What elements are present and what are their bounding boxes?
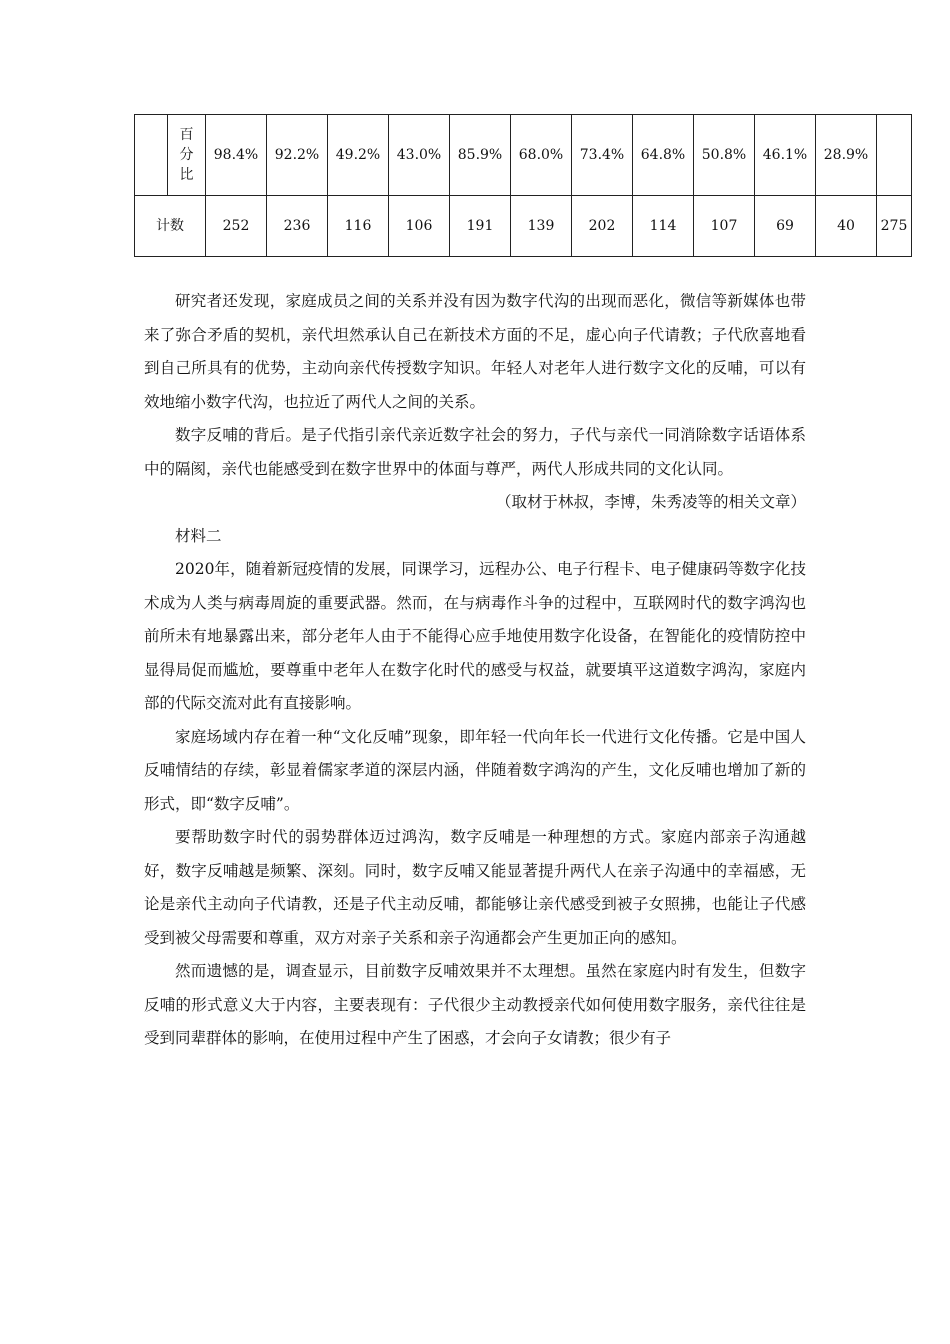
count-label-cell: 计数 [135, 196, 206, 257]
paragraph: 要帮助数字时代的弱势群体迈过鸿沟，数字反哺是一种理想的方式。家庭内部亲子沟通越好，数字反哺越是频繁、深刻。同时，数字反哺又能显著提升两代人在亲子沟通中的幸福感，无论是亲代主动向子代请教，还是子代主动反哺，都能够让亲代感受到被子女照拂，也能让子代感受到被父母需要和尊重，双方对亲子关系和亲子沟通都会产生更加正向的感知。 [144, 828, 806, 947]
percent-label-cell: 百分比 [168, 115, 206, 196]
paragraph: 研究者还发现，家庭成员之间的关系并没有因为数字代沟的出现而恶化，微信等新媒体也带来了弥合矛盾的契机，亲代坦然承认自己在新技术方面的不足，虚心向子代请教；子代欣喜地看到自己所具有的优势，主动向亲代传授数字知识。年轻人对老年人进行数字文化的反哺，可以有效地缩小数字代沟，也拉近了两代人之间的关系。 [144, 292, 806, 411]
percent-row [135, 115, 912, 196]
count-cell: 114 [633, 196, 694, 257]
percent-cell: 43.0% [389, 115, 450, 196]
paragraph: 数字反哺的背后。是子代指引亲代亲近数字社会的努力，子代与亲代一同消除数字话语体系中的隔阂，亲代也能感受到在数字世界中的体面与尊严，两代人形成共同的文化认同。 [144, 426, 806, 478]
blank-cell [135, 115, 168, 196]
count-cell: 139 [511, 196, 572, 257]
percent-cell: 64.8% [633, 115, 694, 196]
count-cell: 40 [816, 196, 877, 257]
count-cell: 236 [267, 196, 328, 257]
percent-cell: 49.2% [328, 115, 389, 196]
percent-cell [877, 115, 912, 196]
count-cell: 116 [328, 196, 389, 257]
source-citation: （取材于林叔，李博，朱秀凌等的相关文章） [495, 493, 806, 511]
percent-cell: 46.1% [755, 115, 816, 196]
percent-cell: 68.0% [511, 115, 572, 196]
count-cell: 275 [877, 196, 912, 257]
count-cell: 202 [572, 196, 633, 257]
paragraph: 家庭场域内存在着一种“文化反哺”现象，即年轻一代向年长一代进行文化传播。它是中国人反哺情结的存续，彰显着儒家孝道的深层内涵，伴随着数字鸿沟的产生，文化反哺也增加了新的形式，即“数字反哺”。 [144, 727, 806, 813]
paragraph: 然而遗憾的是，调查显示，目前数字反哺效果并不太理想。虽然在家庭内时有发生，但数字反哺的形式意义大于内容，主要表现有：子代很少主动教授亲代如何使用数字服务，亲代往往是受到同辈群体的影响，在使用过程中产生了困惑，才会向子女请教；很少有子 [144, 962, 806, 1047]
article-body [144, 285, 806, 1056]
paragraph: 2020年，随着新冠疫情的发展，同课学习，远程办公、电子行程卡、电子健康码等数字化技术成为人类与病毒周旋的重要武器。然而，在与病毒作斗争的过程中，互联网时代的数字鸿沟也前所未有地暴露出来，部分老年人由于不能得心应手地使用数字化设备，在智能化的疫情防控中显得局促而尴尬，要尊重中老年人在数字化时代的感受与权益，就要填平这道数字鸿沟，家庭内部的代际交流对此有直接影响。 [144, 560, 806, 712]
count-cell: 69 [755, 196, 816, 257]
percent-cell: 92.2% [267, 115, 328, 196]
count-cell: 191 [450, 196, 511, 257]
section-heading: 材料二 [175, 526, 222, 545]
percent-cell: 28.9% [816, 115, 877, 196]
count-cell: 107 [694, 196, 755, 257]
count-cell: 252 [206, 196, 267, 257]
percent-cell: 50.8% [694, 115, 755, 196]
count-row [135, 196, 912, 257]
count-cell: 106 [389, 196, 450, 257]
survey-table [134, 114, 912, 257]
percent-cell: 98.4% [206, 115, 267, 196]
percent-cell: 73.4% [572, 115, 633, 196]
percent-cell: 85.9% [450, 115, 511, 196]
